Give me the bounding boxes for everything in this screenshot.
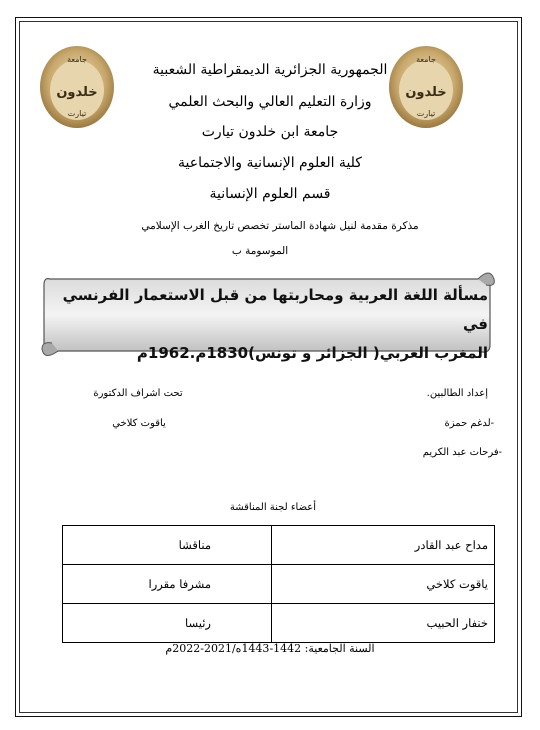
svg-text:جامعة: جامعة xyxy=(416,55,436,64)
svg-text:تيارت: تيارت xyxy=(416,109,436,118)
table-row xyxy=(63,526,495,565)
memo-titled: الموسومة ب xyxy=(231,245,289,257)
supervisor-name: ياقوت كلاخي xyxy=(112,418,166,429)
student-2: -فرحات عبد الكريم xyxy=(422,447,502,458)
svg-text:جامعة: جامعة xyxy=(67,55,87,64)
university-logo-left xyxy=(38,44,116,130)
committee-label: أعضاء لجنة المناقشة xyxy=(229,502,316,513)
thesis-title xyxy=(56,281,488,368)
table-row xyxy=(63,604,495,643)
svg-text:خلدون: خلدون xyxy=(56,85,98,100)
member-name: ياقوت كلاخي xyxy=(272,565,495,604)
university-heading: جامعة ابن خلدون تيارت xyxy=(201,124,339,140)
thesis-title-line1: مسألة اللغة العربية ومحاربتها من قبل الاستعمار الفرنسي في xyxy=(62,286,488,333)
member-name: مداح عبد القادر xyxy=(272,526,495,565)
faculty-heading: كلية العلوم الإنسانية والاجتماعية xyxy=(178,155,362,171)
university-logo-right xyxy=(387,44,465,130)
svg-text:خلدون: خلدون xyxy=(405,85,447,100)
member-name: خنفار الحبيب xyxy=(272,604,495,643)
academic-year: السنة الجامعية: 1442-1443ه/2021-2022م xyxy=(165,642,375,655)
students-label: إعداد الطالبين. xyxy=(426,388,488,399)
thesis-title-line2: المغرب العربي( الجزائر و تونس)1830م.1962م xyxy=(136,344,488,362)
table-row xyxy=(63,565,495,604)
ministry-heading: وزارة التعليم العالي والبحث العلمي xyxy=(168,94,372,110)
svg-text:تيارت: تيارت xyxy=(67,109,87,118)
memo-description: مذكرة مقدمة لنيل شهادة الماستر تخصص تاريخ الغرب الإسلامي xyxy=(141,220,419,232)
member-role: رئيسا xyxy=(63,604,272,643)
republic-heading: الجمهورية الجزائرية الديمقراطية الشعبية xyxy=(152,62,388,78)
committee-table xyxy=(62,525,495,643)
member-role: مناقشا xyxy=(63,526,272,565)
member-role: مشرفا مقررا xyxy=(63,565,272,604)
student-1: -لدغم حمزة xyxy=(444,418,494,429)
department-heading: قسم العلوم الإنسانية xyxy=(209,186,331,202)
supervisor-label: تحت اشراف الدكتورة xyxy=(93,388,183,399)
